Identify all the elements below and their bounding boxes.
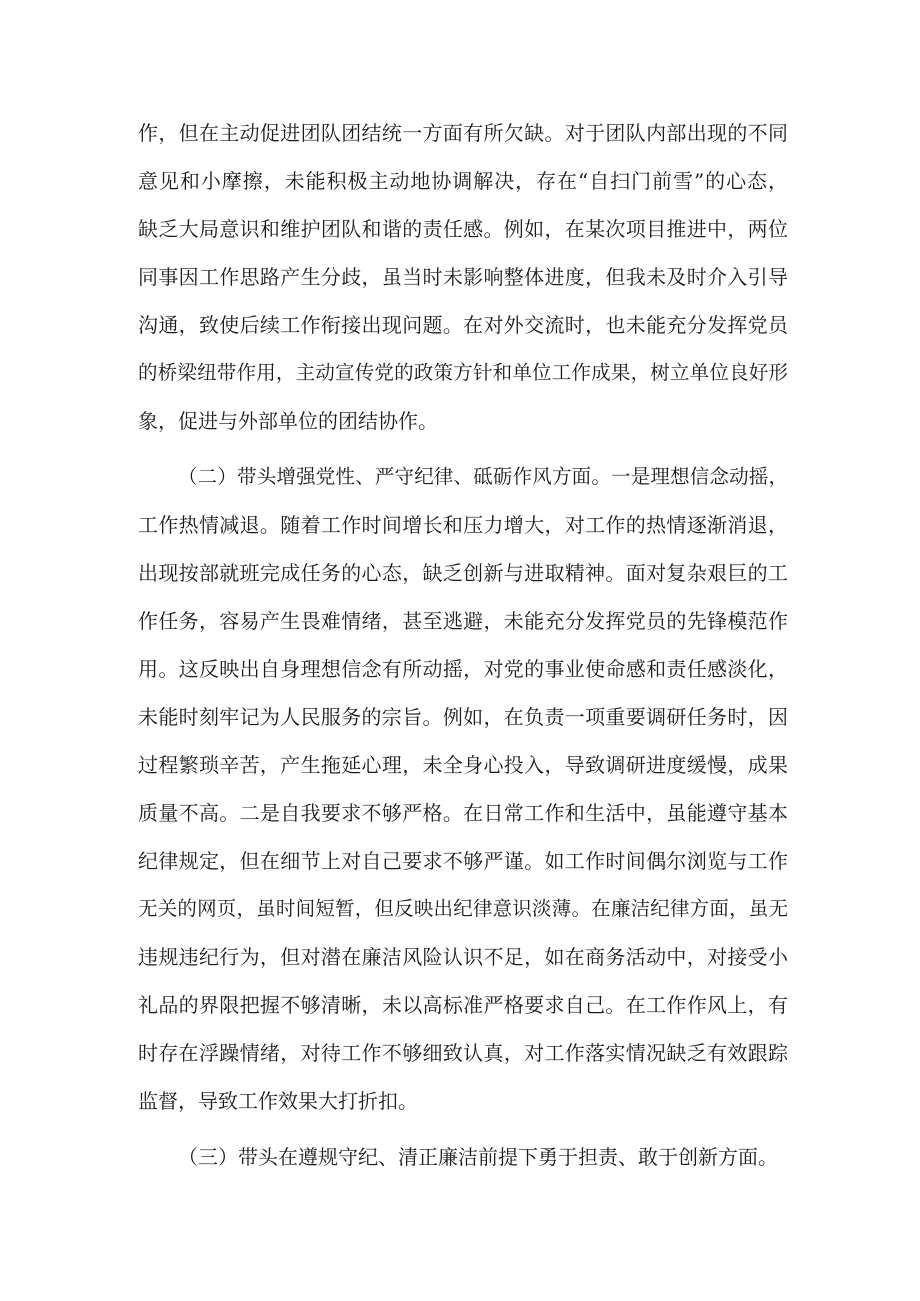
text-line: 象，促进与外部单位的团结协作。 — [138, 409, 438, 433]
text-line: 作，但在主动促进团队团结统一方面有所欠缺。对于团队内部出现的不同 — [138, 121, 788, 145]
text-line: （三）带头在遵规守纪、清正廉洁前提下勇于担责、敢于创新方面。 — [178, 1145, 778, 1169]
text-line: （二）带头增强党性、严守纪律、砥砺作风方面。一是理想信念动摇， — [178, 465, 788, 488]
text-line: 同事因工作思路产生分歧，虽当时未影响整体进度，但我未及时介入引导 — [138, 265, 788, 289]
text-line: 工作热情减退。随着工作时间增长和压力增大，对工作的热情逐渐消退， — [138, 513, 788, 537]
text-line: 未能时刻牢记为人民服务的宗旨。例如，在负责一项重要调研任务时，因 — [138, 705, 788, 729]
text-line: 意见和小摩擦，未能积极主动地协调解决，存在“自扫门前雪”的心态， — [138, 169, 788, 193]
text-line: 违规违纪行为，但对潜在廉洁风险认识不足，如在商务活动中，对接受小 — [138, 945, 788, 969]
text-line: 沟通，致使后续工作衔接出现问题。在对外交流时，也未能充分发挥党员 — [138, 313, 788, 337]
text-line: 的桥梁纽带作用，主动宣传党的政策方针和单位工作成果，树立单位良好形 — [138, 361, 788, 384]
text-line: 质量不高。二是自我要求不够严格。在日常工作和生活中，虽能遵守基本 — [138, 801, 788, 825]
text-line: 时存在浮躁情绪，对待工作不够细致认真，对工作落实情况缺乏有效跟踪 — [138, 1041, 788, 1065]
text-line: 纪律规定，但在细节上对自己要求不够严谨。如工作时间偶尔浏览与工作 — [138, 849, 788, 873]
text-line: 用。这反映出自身理想信念有所动摇，对党的事业使命感和责任感淡化， — [138, 657, 788, 681]
text-line: 无关的网页，虽时间短暂，但反映出纪律意识淡薄。在廉洁纪律方面，虽无 — [138, 897, 788, 920]
text-line: 礼品的界限把握不够清晰，未以高标准严格要求自己。在工作作风上，有 — [138, 993, 788, 1017]
text-line: 出现按部就班完成任务的心态，缺乏创新与进取精神。面对复杂艰巨的工 — [138, 561, 788, 585]
text-line: 监督，导致工作效果大打折扣。 — [138, 1089, 418, 1113]
text-line: 过程繁琐辛苦，产生拖延心理，未全身心投入，导致调研进度缓慢，成果 — [138, 753, 788, 777]
text-line: 缺乏大局意识和维护团队和谐的责任感。例如，在某次项目推进中，两位 — [138, 217, 788, 241]
text-line: 作任务，容易产生畏难情绪，甚至逃避，未能充分发挥党员的先锋模范作 — [138, 609, 788, 633]
